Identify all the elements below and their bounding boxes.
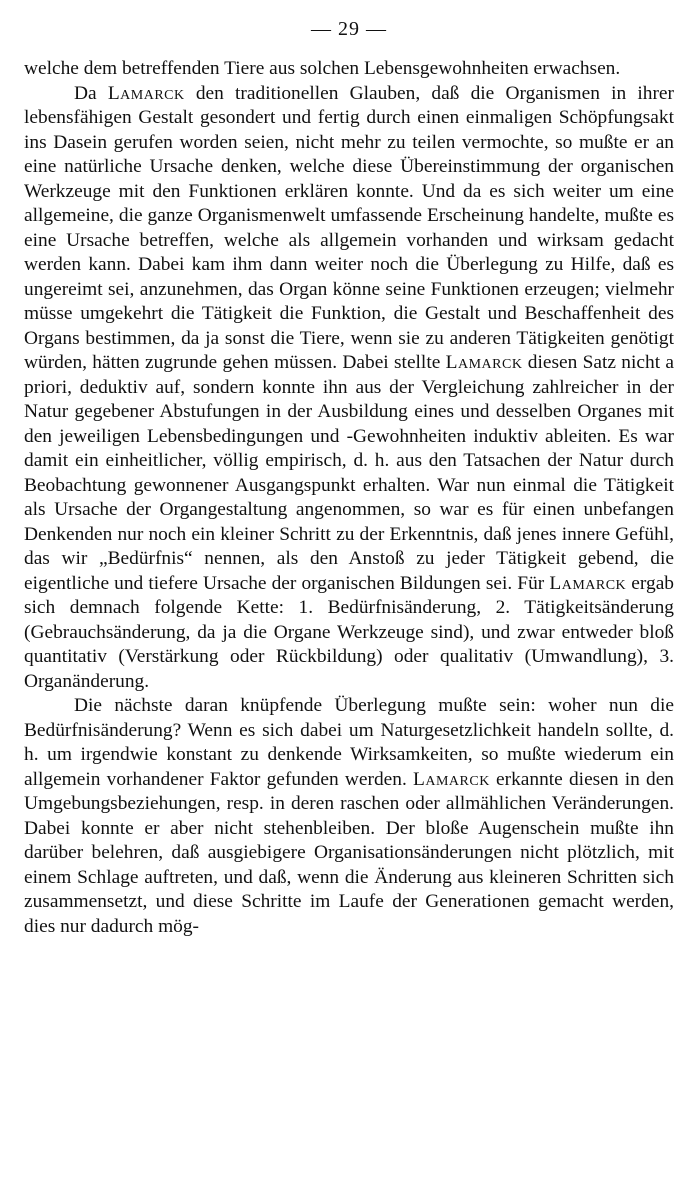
book-page — [24, 18, 674, 939]
text-segment: den traditionellen Glauben, daß die Organismen in ihrer lebensfähigen Gestalt gesondert und fertig durch einen einmaligen Schöpfungsakt ins Dasein gerufen worden seien, nicht mehr zu teilen vermochte, so mußte er an eine natürliche Ursache denken, welche diese Übereinstimmung der organischen Werkzeuge mit den Funktionen erklären konnte. Und da es sich weiter um eine allgemeine, die ganze Organismenwelt umfassende Erscheinung handelte, mußte es eine Ursache betreffen, welche als allgemein vorhanden und wirksam gedacht werden kann. Dabei kam ihm dann weiter noch die Überlegung zu Hilfe, daß es ungereimt sei, anzunehmen, das Organ könne seine Funktionen erzeugen; vielmehr müsse umgekehrt die Tätigkeit die Funktion, die Gestalt und Beschaffenheit des Organs bestimmen, da ja sonst die Tiere, wenn sie zu anderen Tätigkeiten genötigt würden, hätten zugrunde gehen müssen. Dabei stellte — [24, 82, 674, 373]
author-name-lamarck: Lamarck — [107, 82, 185, 104]
text-segment: welche dem betreffenden Tiere aus solchen Lebensgewohnheiten erwachsen. — [24, 58, 621, 79]
text-segment: Da — [74, 82, 108, 104]
text-segment: erkannte diesen in den Umgebungsbeziehungen, resp. in deren raschen oder allmählichen Veränderungen. Dabei konnte er aber nicht stehenbleiben. Der bloße Augenschein mußte ihn darüber belehren, daß ausgiebigere Organisationsänderungen nicht plötzlich, mit einem Schlage auftreten, und daß, wenn die Änderung aus kleineren Schritten sich zusammensetzt, und diese Schritte im Laufe der Generationen gemacht werden, dies nur dadurch mög- — [24, 768, 674, 937]
paragraph-2 — [24, 82, 674, 695]
author-name-lamarck: Lamarck — [549, 572, 627, 594]
paragraph-1 — [24, 57, 674, 82]
text-segment: ergab sich demnach folgende Kette: 1. Bedürfnisänderung, 2. Tätigkeitsänderung (Gebrauchsänderung, da ja die Organe Werkzeuge sind), und zwar entweder bloß quantitativ (Verstärkung oder Rückbildung) oder qualitativ (Umwandlung), 3. Organänderung. — [24, 572, 674, 692]
author-name-lamarck: Lamarck — [445, 352, 523, 373]
page-number: — 29 — — [311, 18, 387, 40]
paragraph-3 — [24, 694, 674, 939]
author-name-lamarck: Lamarck — [413, 768, 490, 790]
text-segment: diesen Satz nicht a priori, deduktiv auf, sondern konnte ihn aus der Vergleichung zahlreicher in der Natur gegebener Abstufungen in der Ausbildung eines und desselben Organes mit den jeweiligen Lebensbedingungen und -Gewohnheiten induktiv ableiten. Es war damit ein einheitlicher, völlig empirisch, d. h. aus den Tatsachen der Natur durch Beobachtung gewonnener Ausgangspunkt erhalten. War nun einmal die Tätigkeit als Ursache der Organgestaltung angenommen, so war es für einen unbefangen Denkenden nur noch ein kleiner Schritt zu der Erkenntnis, daß jenes innere Gefühl, das wir „Bedürfnis“ nennen, als den Anstoß zu jeder Tätigkeit gebend, die eigentliche und tiefere Ursache der organischen Bildungen sei. Für — [24, 352, 674, 594]
text-segment: Die nächste daran knüpfende Überlegung mußte sein: woher nun die Bedürfnisänderung? Wenn es sich dabei um Naturgesetzlichkeit handeln sollte, d. h. um irgendwie konstant zu denkende Wirksamkeiten, so mußte wiederum ein allgemein vorhandener Faktor gefunden werden. — [24, 695, 674, 790]
